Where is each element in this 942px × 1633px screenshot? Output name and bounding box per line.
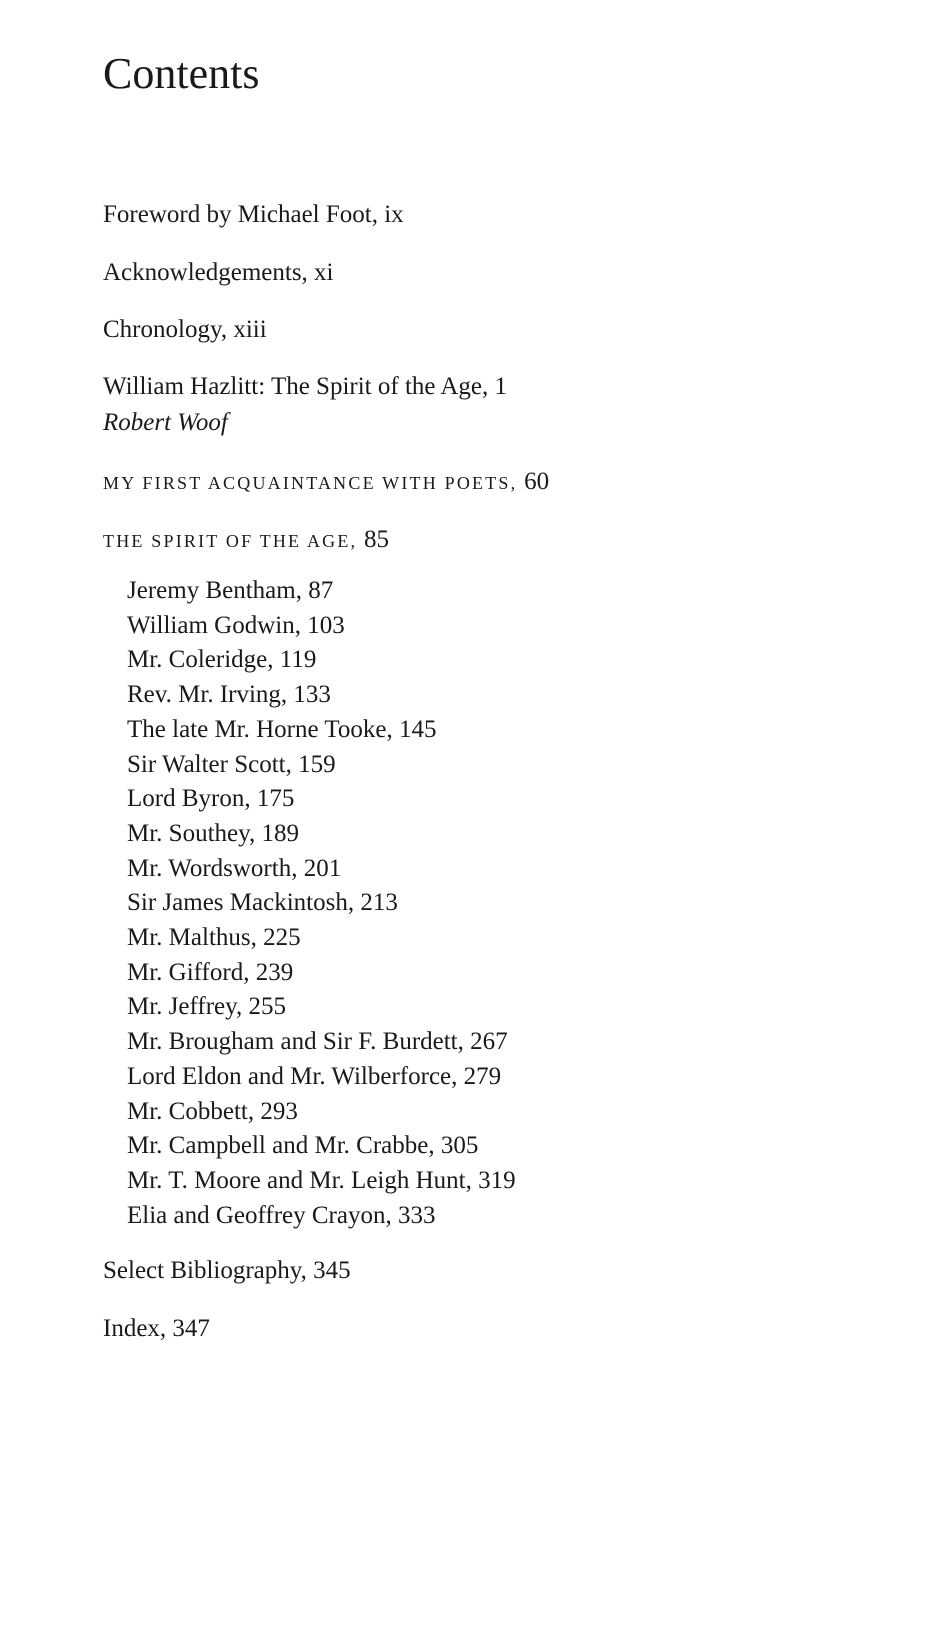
chapter-entry: Mr. Malthus, 225 bbox=[127, 924, 301, 952]
chapter-entry: William Godwin, 103 bbox=[127, 611, 345, 639]
toc-section-spirit-of-the-age bbox=[103, 524, 389, 557]
chapter-entry: Jeremy Bentham, 87 bbox=[127, 577, 334, 604]
toc-entry-essay: William Hazlitt: The Spirit of the Age, 1 bbox=[103, 373, 508, 400]
chapter-entry: Mr. Gifford, 239 bbox=[127, 958, 294, 986]
chapter-entry: Mr. Campbell and Mr. Crabbe, 305 bbox=[127, 1132, 479, 1160]
chapter-entry: Lord Eldon and Mr. Wilberforce, 279 bbox=[127, 1062, 502, 1090]
essay-author: Robert Woof bbox=[103, 409, 228, 436]
chapter-entry: Lord Byron, 175 bbox=[127, 785, 295, 813]
chapter-entry: Rev. Mr. Irving, 133 bbox=[127, 681, 331, 709]
spirit-of-the-age-chapter-list bbox=[127, 574, 516, 1233]
chapter-entry: The late Mr. Horne Tooke, 145 bbox=[127, 715, 437, 743]
toc-entry-foreword: Foreword by Michael Foot, ix bbox=[103, 201, 404, 228]
chapter-entry: Mr. T. Moore and Mr. Leigh Hunt, 319 bbox=[127, 1166, 516, 1194]
toc-entry-bibliography: Select Bibliography, 345 bbox=[103, 1257, 351, 1284]
section-page-number: 60 bbox=[524, 468, 550, 495]
chapter-entry: Mr. Brougham and Sir F. Burdett, 267 bbox=[127, 1028, 508, 1056]
toc-section-first-acquaintance bbox=[103, 466, 549, 499]
chapter-entry: Sir James Mackintosh, 213 bbox=[127, 889, 398, 917]
section-page-number: 85 bbox=[363, 526, 389, 553]
page-title: Contents bbox=[103, 49, 260, 98]
chapter-entry: Sir Walter Scott, 159 bbox=[127, 750, 336, 778]
section-label: THE SPIRIT OF THE AGE, bbox=[103, 531, 358, 551]
toc-entry-acknowledgements: Acknowledgements, xi bbox=[103, 259, 334, 286]
toc-entry-index: Index, 347 bbox=[103, 1315, 210, 1342]
chapter-entry: Mr. Southey, 189 bbox=[127, 819, 299, 847]
chapter-entry: Mr. Cobbett, 293 bbox=[127, 1097, 298, 1125]
section-label: MY FIRST ACQUAINTANCE WITH POETS, bbox=[103, 473, 518, 493]
toc-entry-chronology: Chronology, xiii bbox=[103, 316, 267, 343]
chapter-entry: Mr. Jeffrey, 255 bbox=[127, 993, 286, 1021]
chapter-entry: Elia and Geoffrey Crayon, 333 bbox=[127, 1201, 436, 1229]
chapter-entry: Mr. Coleridge, 119 bbox=[127, 646, 317, 674]
chapter-entry: Mr. Wordsworth, 201 bbox=[127, 854, 342, 882]
